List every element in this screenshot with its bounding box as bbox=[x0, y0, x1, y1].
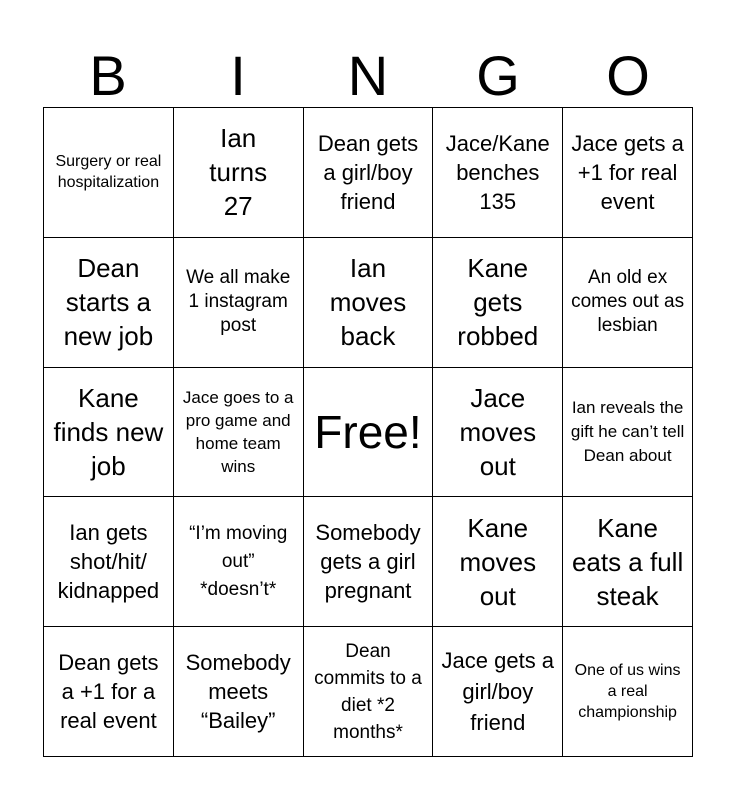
bingo-cell-r2c2[interactable] bbox=[174, 238, 304, 368]
cell-text: We all make 1 instagram post bbox=[186, 267, 291, 337]
bingo-cell-r1c3[interactable] bbox=[304, 108, 434, 238]
bingo-cell-r1c4[interactable] bbox=[433, 108, 563, 238]
cell-text: Dean starts a new job bbox=[63, 253, 154, 352]
bingo-cell-r2c3[interactable] bbox=[304, 238, 434, 368]
bingo-cell-r3c4[interactable] bbox=[433, 368, 563, 498]
cell-text: One of us wins a real championship bbox=[574, 662, 681, 722]
cell-text: Ian turns 27 bbox=[209, 123, 268, 222]
bingo-cell-r4c5[interactable] bbox=[563, 497, 693, 627]
bingo-cell-r1c1[interactable] bbox=[44, 108, 174, 238]
bingo-cell-r3c2[interactable] bbox=[174, 368, 304, 498]
bingo-cell-r3c1[interactable] bbox=[44, 368, 174, 498]
cell-text: Kane finds new job bbox=[53, 382, 164, 481]
header-letter-i: I bbox=[230, 44, 246, 107]
header-letter-g: G bbox=[476, 44, 520, 107]
bingo-cell-r4c3[interactable] bbox=[304, 497, 434, 627]
bingo-cell-r4c1[interactable] bbox=[44, 497, 174, 627]
cell-text: An old ex comes out as lesbian bbox=[571, 267, 685, 337]
cell-text: “I’m moving out” *doesn’t* bbox=[189, 522, 288, 600]
cell-text: Dean gets a girl/boy friend bbox=[317, 130, 419, 214]
bingo-cell-r4c4[interactable] bbox=[433, 497, 563, 627]
cell-text: Jace moves out bbox=[459, 382, 537, 481]
cell-text: Jace gets a girl/boy friend bbox=[441, 648, 555, 736]
header-letter-n: N bbox=[347, 44, 389, 107]
cell-text: Somebody meets “Bailey” bbox=[185, 650, 291, 734]
bingo-cell-r3c5[interactable] bbox=[563, 368, 693, 498]
bingo-cell-r1c2[interactable] bbox=[174, 108, 304, 238]
bingo-grid bbox=[43, 107, 693, 757]
bingo-cell-r5c3[interactable] bbox=[304, 627, 434, 757]
bingo-cell-r1c5[interactable] bbox=[563, 108, 693, 238]
cell-text: Jace goes to a pro game and home team wins bbox=[182, 387, 294, 476]
bingo-cell-r5c1[interactable] bbox=[44, 627, 174, 757]
bingo-cell-free[interactable] bbox=[304, 368, 434, 498]
cell-text: Ian moves back bbox=[329, 253, 407, 352]
header-letter-o: O bbox=[606, 44, 650, 107]
cell-text: Ian reveals the gift he can’t tell Dean about bbox=[570, 397, 685, 465]
cell-text: Jace gets a +1 for real event bbox=[571, 130, 684, 214]
bingo-cell-r2c1[interactable] bbox=[44, 238, 174, 368]
bingo-header bbox=[43, 44, 693, 108]
cell-text: Dean gets a +1 for a real event bbox=[58, 650, 159, 734]
cell-text: Kane moves out bbox=[459, 512, 537, 611]
bingo-cell-r2c4[interactable] bbox=[433, 238, 563, 368]
free-space-label: Free! bbox=[314, 405, 422, 458]
cell-text: Kane eats a full steak bbox=[571, 512, 684, 611]
bingo-cell-r5c5[interactable] bbox=[563, 627, 693, 757]
cell-text: Jace/Kane benches 135 bbox=[445, 130, 550, 214]
bingo-cell-r4c2[interactable] bbox=[174, 497, 304, 627]
bingo-cell-r5c4[interactable] bbox=[433, 627, 563, 757]
cell-text: Ian gets shot/hit/ kidnapped bbox=[57, 520, 160, 604]
cell-text: Surgery or real hospitalization bbox=[55, 153, 162, 192]
cell-text: Dean commits to a diet *2 months* bbox=[314, 640, 422, 743]
bingo-cell-r2c5[interactable] bbox=[563, 238, 693, 368]
cell-text: Kane gets robbed bbox=[457, 253, 539, 352]
bingo-cell-r5c2[interactable] bbox=[174, 627, 304, 757]
cell-text: Somebody gets a girl pregnant bbox=[315, 520, 421, 604]
header-letter-b: B bbox=[89, 44, 127, 107]
